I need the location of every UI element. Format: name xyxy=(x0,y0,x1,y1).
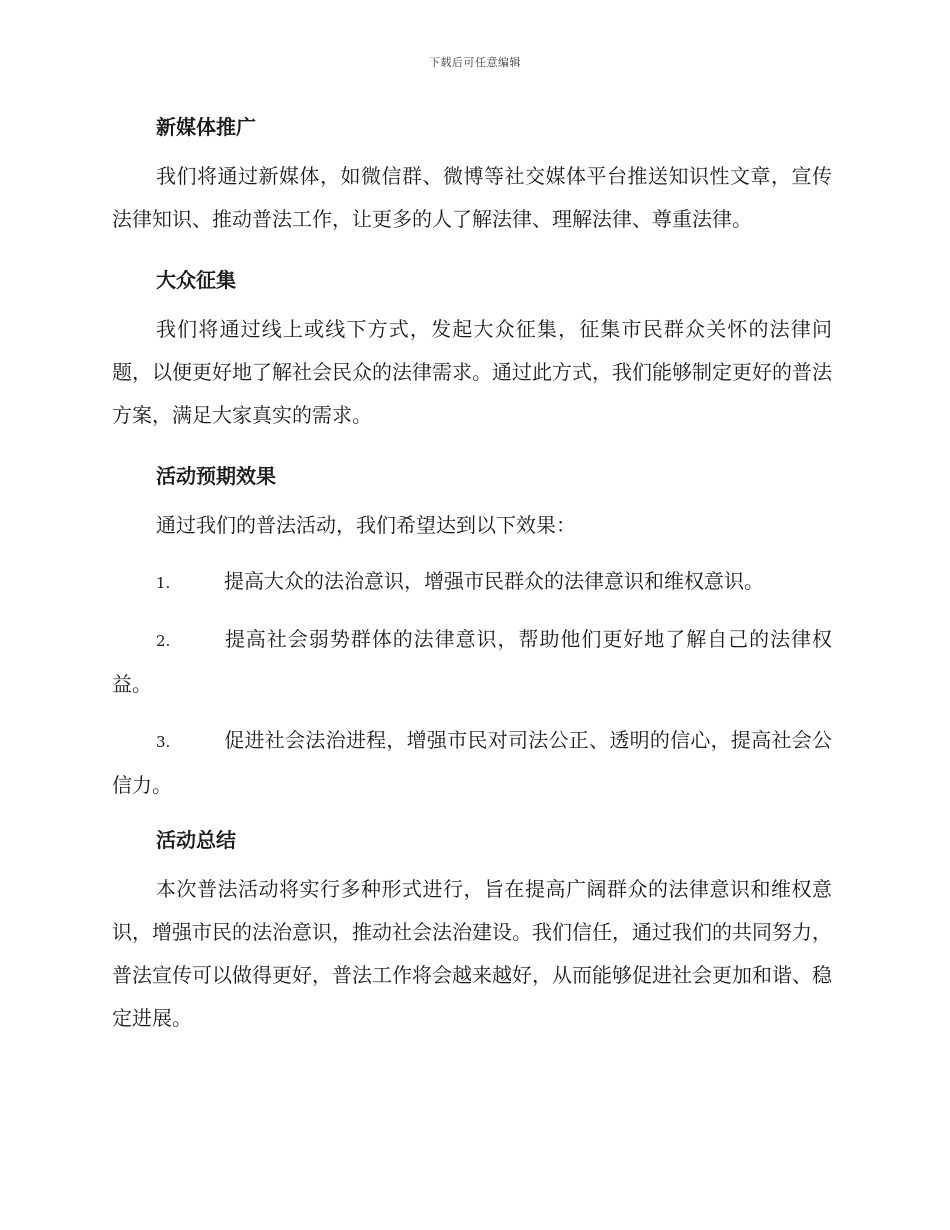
list-item-text: 提高社会弱势群体的法律意识，帮助他们更好地了解自己的法律权益。 xyxy=(112,627,832,696)
list-item-number: 1. xyxy=(156,574,171,592)
section-heading-public-collection: 大众征集 xyxy=(156,268,236,292)
page-header: 下载后可任意编辑 xyxy=(429,56,521,69)
list-item-number: 2. xyxy=(156,632,171,650)
section-paragraph-new-media: 我们将通过新媒体，如微信群、微博等社交媒体平台推送知识性文章，宣传法律知识、推动普法工作，让更多的人了解法律、理解法律、尊重法律。 xyxy=(112,164,832,231)
section-heading-new-media: 新媒体推广 xyxy=(156,115,256,139)
list-item-number: 3. xyxy=(156,733,171,751)
list-item xyxy=(112,560,832,605)
section-heading-expected-effects: 活动预期效果 xyxy=(156,464,276,488)
list-item xyxy=(112,618,832,706)
document-body xyxy=(112,104,832,1040)
list-item-text: 促进社会法治进程，增强市民对司法公正、透明的信心，提高社会公信力。 xyxy=(112,728,832,797)
section-heading-summary: 活动总结 xyxy=(156,828,236,852)
section-paragraph-summary: 本次普法活动将实行多种形式进行，旨在提高广阔群众的法律意识和维权意识，增强市民的法治意识，推动社会法治建设。我们信任，通过我们的共同努力，普法宣传可以做得更好，普法工作将会越来越好，从而能够促进社会更加和谐、稳定进展。 xyxy=(112,877,832,1030)
list-item xyxy=(112,719,832,807)
section-paragraph-public-collection: 我们将通过线上或线下方式，发起大众征集，征集市民群众关怀的法律问题，以便更好地了解社会民众的法律需求。通过此方式，我们能够制定更好的普法方案，满足大家真实的需求。 xyxy=(112,317,832,427)
list-item-text: 提高大众的法治意识，增强市民群众的法律意识和维权意识。 xyxy=(224,569,764,593)
section-paragraph-expected-effects: 通过我们的普法活动，我们希望达到以下效果： xyxy=(156,513,576,537)
